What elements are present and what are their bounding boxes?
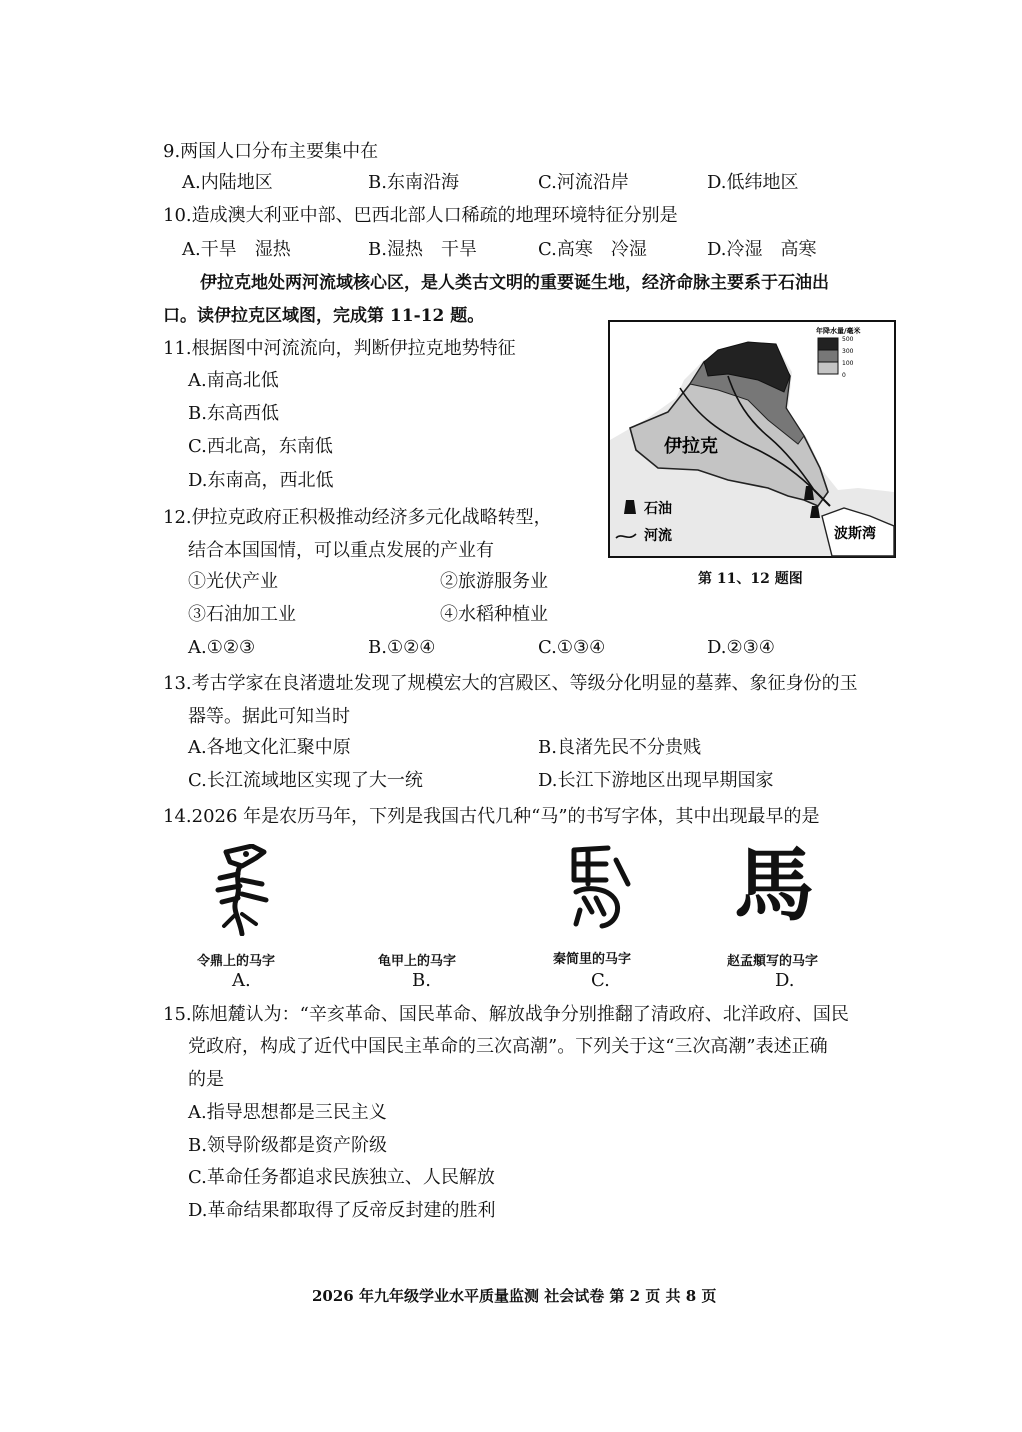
q15-option-d[interactable]: D.革命结果都取得了反帝反封建的胜利 xyxy=(188,1200,496,1221)
q12-item-3: ③石油加工业 xyxy=(188,604,296,625)
glyph-c-hook xyxy=(576,889,618,926)
glyph-a-strokes xyxy=(218,874,266,902)
q15-stem-line-3: 的是 xyxy=(188,1069,224,1090)
q12-option-a[interactable]: A.①②③ xyxy=(188,637,256,658)
q9-option-c[interactable]: C.河流沿岸 xyxy=(538,172,629,193)
passage-line-1: 伊拉克地处两河流域核心区，是人类古文明的重要诞生地，经济命脉主要系于石油出 xyxy=(200,273,829,293)
legend-swatch-mid xyxy=(818,350,838,362)
q14-caption-d: 赵孟頫写的马字 xyxy=(727,954,819,969)
legend-swatch-low xyxy=(818,362,838,374)
q14-option-d[interactable]: D. xyxy=(775,970,795,991)
q14-option-a[interactable]: A. xyxy=(232,970,251,991)
glyph-a-eye xyxy=(243,851,249,857)
q12-option-d[interactable]: D.②③④ xyxy=(707,637,775,658)
q14-option-c[interactable]: C. xyxy=(591,970,610,991)
horse-glyph-qin-slip xyxy=(566,840,636,932)
q10-option-b[interactable]: B.湿热 干旱 xyxy=(368,239,477,260)
q15-option-b[interactable]: B.领导阶级都是资产阶级 xyxy=(188,1135,387,1156)
legend-oil-icon xyxy=(624,500,636,514)
map-label-gulf: 波斯湾 xyxy=(834,526,876,542)
q14-stem: 14.2026 年是农历马年，下列是我国古代几种“马”的书写字体，其中出现最早的是 xyxy=(163,806,820,827)
q12-option-c[interactable]: C.①③④ xyxy=(538,637,606,658)
legend-swatch-high xyxy=(818,338,838,350)
q15-option-a[interactable]: A.指导思想都是三民主义 xyxy=(188,1102,387,1123)
q11-option-b[interactable]: B.东高西低 xyxy=(188,403,279,424)
q11-option-d[interactable]: D.东南高，西北低 xyxy=(188,470,334,491)
legend-value-500: 500 xyxy=(842,336,854,343)
iraq-map xyxy=(608,320,896,558)
q14-caption-c: 秦简里的马字 xyxy=(553,952,632,967)
q9-option-a[interactable]: A.内陆地区 xyxy=(182,172,273,193)
q15-option-c[interactable]: C.革命任务都追求民族独立、人民解放 xyxy=(188,1167,495,1188)
q13-stem-line-2: 器等。据此可知当时 xyxy=(188,706,350,727)
q11-option-a[interactable]: A.南高北低 xyxy=(188,370,279,391)
map-label-iraq: 伊拉克 xyxy=(664,436,718,457)
q10-option-a[interactable]: A.干旱 湿热 xyxy=(182,239,291,260)
passage-line-2: 口。读伊拉克区域图，完成第 11-12 题。 xyxy=(163,306,485,326)
q12-stem-line-1: 12.伊拉克政府正积极推动经济多元化战略转型， xyxy=(163,507,552,528)
q14-option-b[interactable]: B. xyxy=(412,970,431,991)
q10-option-d[interactable]: D.冷湿 高寒 xyxy=(707,239,817,260)
q15-stem-line-2: 党政府，构成了近代中国民主革命的三次高潮”。下列关于这“三次高潮”表述正确 xyxy=(188,1036,828,1057)
q11-option-c[interactable]: C.西北高，东南低 xyxy=(188,436,333,457)
q13-option-a[interactable]: A.各地文化汇聚中原 xyxy=(188,737,351,758)
q12-item-2: ②旅游服务业 xyxy=(440,571,548,592)
glyph-c-top xyxy=(574,848,608,884)
q15-stem-line-1: 15.陈旭麓认为：“辛亥革命、国民革命、解放战争分别推翻了清政府、北洋政府、国民 xyxy=(163,1004,849,1025)
legend-value-0: 0 xyxy=(842,372,846,379)
legend-oil-label: 石油 xyxy=(644,501,672,517)
q10-stem: 10.造成澳大利亚中部、巴西北部人口稀疏的地理环境特征分别是 xyxy=(163,205,678,226)
q12-item-1: ①光伏产业 xyxy=(188,571,278,592)
q9-stem: 9.两国人口分布主要集中在 xyxy=(163,141,379,162)
glyph-c-legs xyxy=(576,898,604,924)
horse-glyph-zhao-mengfu: 馬 xyxy=(734,838,814,932)
glyph-c-tail xyxy=(616,860,628,884)
legend-title: 年降水量/毫米 xyxy=(816,327,861,335)
q14-caption-a: 令鼎上的马字 xyxy=(197,954,276,969)
iraq-map-svg xyxy=(608,320,896,558)
q12-option-b[interactable]: B.①②④ xyxy=(368,637,436,658)
q10-option-c[interactable]: C.高寒 冷湿 xyxy=(538,239,647,260)
q9-option-d[interactable]: D.低纬地区 xyxy=(707,172,799,193)
horse-glyph-bronze xyxy=(212,844,274,936)
q9-option-b[interactable]: B.东南沿海 xyxy=(368,172,459,193)
q11-stem: 11.根据图中河流流向，判断伊拉克地势特征 xyxy=(163,338,516,359)
q12-item-4: ④水稻种植业 xyxy=(440,604,548,625)
q13-option-b[interactable]: B.良渚先民不分贵贱 xyxy=(538,737,701,758)
map-caption: 第 11、12 题图 xyxy=(698,571,803,587)
q12-stem-line-2: 结合本国国情，可以重点发展的产业有 xyxy=(188,540,494,561)
legend-value-100: 100 xyxy=(842,360,854,367)
q14-caption-b: 龟甲上的马字 xyxy=(378,954,457,969)
legend-value-300: 300 xyxy=(842,348,854,355)
q13-option-d[interactable]: D.长江下游地区出现早期国家 xyxy=(538,770,774,791)
page-footer: 2026 年九年级学业水平质量监测 社会试卷 第 2 页 共 8 页 xyxy=(312,1287,717,1305)
q13-stem-line-1: 13.考古学家在良渚遗址发现了规模宏大的宫殿区、等级分化明显的墓葬、象征身份的玉 xyxy=(163,673,858,694)
legend-river-label: 河流 xyxy=(644,528,672,544)
q13-option-c[interactable]: C.长江流域地区实现了大一统 xyxy=(188,770,423,791)
